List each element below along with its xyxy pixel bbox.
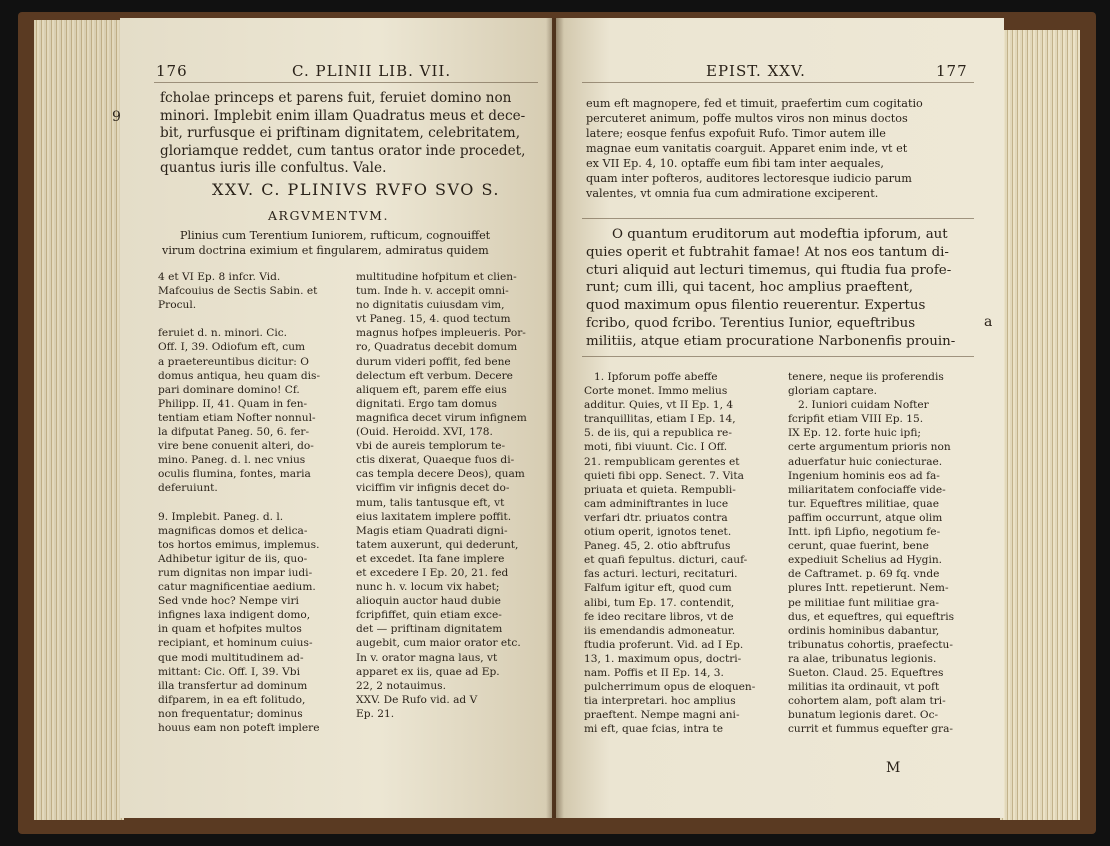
note-line: viciffim vir infignis decet do- <box>356 482 510 495</box>
note-line: Falfum igitur eft, quod cum <box>584 582 732 595</box>
note-line: alioquin auctor haud dubie <box>356 595 501 608</box>
right-running-head: EPIST. XXV. <box>706 62 806 80</box>
note-line: det — priftinam dignitatem <box>356 623 503 636</box>
note-line: infignes laxa indigent domo, <box>158 609 311 622</box>
page-edges-left <box>34 20 124 820</box>
note-line: tum. Inde h. v. accepit omni- <box>356 285 509 298</box>
note-line: Paneg. 45, 2. otio abftrufus <box>584 540 731 553</box>
signature-mark: M <box>886 760 901 776</box>
text-line: ex VII Ep. 4, 10. optaffe eum fibi tam inter aequales, <box>586 157 884 170</box>
section-rule <box>582 356 974 357</box>
note-line: et quafi fepultus. dicturi, cauf- <box>584 554 748 567</box>
text-line: percuteret animum, poffe multos viros non minus doctos <box>586 112 908 125</box>
note-line: moti, fibi viuunt. Cic. I Off. <box>584 441 728 454</box>
note-line: certe argumentum prioris non <box>788 441 951 454</box>
note-line: magnifica decet virum infignem <box>356 411 527 424</box>
note-line: 5. de iis, qui a republica re- <box>584 427 732 440</box>
text-line: quies operit et fubtrahit famae! At nos eos tantum di- <box>586 244 949 260</box>
text-line: cturi aliquid aut lecturi timemus, qui ftudia fua profe- <box>586 262 952 278</box>
book-gutter <box>546 18 564 818</box>
left-top-text <box>160 90 525 178</box>
note-line: fe ideo recitare libros, vt de <box>584 610 734 623</box>
note-line: ro, Quadratus decebit domum <box>356 341 518 354</box>
note-line: in quam et hofpites multos <box>158 623 302 636</box>
note-line: cohortem alam, poft alam tri- <box>788 695 946 708</box>
text-line: latere; eosque fenfus expofuit Rufo. Timor autem ille <box>586 127 886 140</box>
note-line: Procul. <box>158 299 197 312</box>
right-top-note <box>586 96 923 201</box>
note-line: ctis dixerat, Quaeque fuos di- <box>356 454 515 467</box>
note-line: praeftent. Nempe magni ani- <box>584 709 740 722</box>
note-line: Ep. 21. <box>356 707 395 720</box>
note-line: verfari dtr. priuatos contra <box>584 511 728 524</box>
note-line: et excedet. Ita fane implere <box>356 552 505 565</box>
section-rule <box>582 218 974 219</box>
note-line: Intt. ipfi Lipfio, negotium fe- <box>788 526 941 539</box>
text-line: gloriamque reddet, cum tantus orator inde procedet, <box>160 142 526 159</box>
note-line: durum videri poffit, fed bene <box>356 355 511 368</box>
text-line: fcribo, quod fcribo. Terentius Iunior, equeftribus <box>586 315 916 331</box>
note-line: catur magnificentiae aedium. <box>158 581 316 594</box>
note-line: fcripfiffet, quin etiam exce- <box>356 609 502 622</box>
note-line: aliquem eft, parem effe eius <box>356 383 507 396</box>
text-line: militiis, atque etiam procuratione Narbonenfis prouin- <box>586 333 956 349</box>
note-line: que modi multitudinem ad- <box>158 651 304 664</box>
text-line: fcholae princeps et parens fuit, feruiet domino non <box>160 90 512 106</box>
left-running-head: C. PLINII LIB. VII. <box>292 62 452 80</box>
note-line <box>158 312 320 326</box>
note-line: IX Ep. 12. forte huic ipfi; <box>788 427 921 440</box>
note-line: domus antiqua, heu quam dis- <box>158 369 321 382</box>
note-line: 2. Iuniori cuidam Nofter <box>798 399 929 412</box>
head-rule <box>154 82 538 83</box>
note-line: Off. I, 39. Odiofum eft, cum <box>158 341 306 354</box>
note-line: cerunt, quae fuerint, bene <box>788 540 929 553</box>
text-line: eum eft magnopere, fed et timuit, praefertim cum cogitatio <box>586 97 923 110</box>
text-line: valentes, vt omnia fua cum admiratione exciperent. <box>586 187 879 200</box>
note-line: iis emendandis admoneatur. <box>584 624 736 637</box>
note-line: recipiant, et hominum cuius- <box>158 637 313 650</box>
note-line: pulcherrimum opus de eloquen- <box>584 681 756 694</box>
argument-heading: ARGVMENTVM. <box>268 208 389 223</box>
note-line: tribunatus cohortis, praefectu- <box>788 638 953 651</box>
note-line: mum, talis tantusque eft, vt <box>356 496 505 509</box>
left-page <box>112 18 552 818</box>
text-line: runt; cum illi, qui tacent, hoc amplius praeftent, <box>586 280 913 296</box>
note-line: mi eft, quae fcias, intra te <box>584 723 724 736</box>
note-line: plures Intt. repetierunt. Nem- <box>788 582 949 595</box>
note-line: quieti fibi opp. Senect. 7. Vita <box>584 469 744 482</box>
right-note-column-1 <box>584 370 755 736</box>
text-line: quam inter pofteros, auditores lectoresque iudicio parum <box>586 172 912 185</box>
text-line: quod maximum opus filentio reuerentur. Expertus <box>586 298 926 314</box>
note-line: feruiet d. n. minori. Cic. <box>158 327 288 340</box>
note-line: gloriam captare. <box>788 385 878 398</box>
note-line: cam adminiftrantes in luce <box>584 497 729 510</box>
note-line: aduerfatur huic coniecturae. <box>788 455 943 468</box>
note-line: pari dominare domino! Cf. <box>158 383 300 396</box>
note-line: alibi, tum Ep. 17. contendit, <box>584 596 735 609</box>
note-line: augebit, cum maior orator etc. <box>356 637 521 650</box>
text-line: O quantum eruditorum aut modeftia ipforum, aut <box>612 227 948 242</box>
note-line: paffim occurrunt, atque olim <box>788 511 943 524</box>
note-line: la difputat Paneg. 50, 6. fer- <box>158 426 310 439</box>
note-line: tentiam etiam Nofter nonnul- <box>158 411 316 424</box>
right-page-number: 177 <box>936 62 968 80</box>
left-note-column-1 <box>158 270 320 735</box>
note-line: tenere, neque iis proferendis <box>788 371 944 383</box>
text-line: virum doctrina eximium et fingularem, admiratus quidem <box>162 244 489 257</box>
note-line: oculis flumina, fontes, maria <box>158 468 311 481</box>
note-line: 9. Implebit. Paneg. d. l. <box>158 510 284 523</box>
note-line: Sueton. Claud. 25. Equeftres <box>788 666 944 679</box>
note-line: otium operit, ignotos tenet. <box>584 526 732 539</box>
note-line: bunatum legionis daret. Oc- <box>788 709 939 722</box>
note-line: ordinis hominibus dabantur, <box>788 624 940 637</box>
text-line: Plinius cum Terentium Iuniorem, rufticum, cognouiffet <box>180 229 491 242</box>
note-line: Magis etiam Quadrati digni- <box>356 524 508 537</box>
note-line: eius laxitatem implere poffit. <box>356 510 512 523</box>
note-line: magnus hofpes impleueris. Por- <box>356 327 526 340</box>
note-line: 13, 1. maximum opus, doctri- <box>584 652 742 665</box>
note-line: mino. Paneg. d. l. nec vnius <box>158 454 306 467</box>
note-line: Ingenium hominis eos ad fa- <box>788 469 940 482</box>
note-line: tranquillitas, etiam I Ep. 14, <box>584 413 736 426</box>
note-line: dignitati. Ergo tam domus <box>356 397 497 410</box>
head-rule <box>582 82 974 83</box>
note-line: priuata et quieta. Rempubli- <box>584 483 736 496</box>
note-line: 22, 2 notauimus. <box>356 679 446 692</box>
note-line: nunc h. v. locum vix habet; <box>356 581 500 594</box>
note-line: fcripfit etiam VIII Ep. 15. <box>788 413 924 426</box>
note-line: multitudine hofpitum et clien- <box>356 271 517 283</box>
note-line: de Caftramet. p. 69 fq. vnde <box>788 568 940 581</box>
note-line: miliaritatem confociaffe vide- <box>788 483 946 496</box>
right-note-column-2 <box>788 370 954 736</box>
note-line: deferuiunt. <box>158 482 218 495</box>
note-line: nam. Poffis et II Ep. 14, 3. <box>584 666 724 679</box>
note-line: expediuit Schelius ad Hygin. <box>788 554 943 567</box>
note-line: houus eam non poteft implere <box>158 722 320 734</box>
note-line: tos hortos emimus, implemus. <box>158 538 320 551</box>
note-line: 4 et VI Ep. 8 infcr. Vid. <box>158 271 281 283</box>
note-line: tur. Equeftres militiae, quae <box>788 497 940 510</box>
note-line: (Ouid. Heroidd. XVI, 178. <box>356 426 493 439</box>
note-line: ftudia proferunt. Vid. ad I Ep. <box>584 638 744 651</box>
margin-number: 9 <box>112 109 121 125</box>
note-line: fas acturi. lecturi, recitaturi. <box>584 568 738 581</box>
note-line: delectum eft verbum. Decere <box>356 369 513 382</box>
note-line: ra alae, tribunatus legionis. <box>788 652 937 665</box>
note-line: XXV. De Rufo vid. ad V <box>356 693 478 706</box>
note-line: apparet ex iis, quae ad Ep. <box>356 665 500 678</box>
note-line: cas templa decere Deos), quam <box>356 468 525 481</box>
note-line: additur. Quies, vt II Ep. 1, 4 <box>584 399 734 412</box>
note-line: non frequentatur; dominus <box>158 707 303 720</box>
note-line: currit et fummus equefter gra- <box>788 723 954 736</box>
note-line: magnificas domos et delica- <box>158 524 308 537</box>
note-line: Philipp. II, 41. Quam in fen- <box>158 397 308 410</box>
note-line: rum dignitas non impar iudi- <box>158 566 313 579</box>
note-line: Sed vnde hoc? Nempe viri <box>158 595 299 608</box>
text-line: magnae eum vanitatis coarguit. Apparet enim inde, vt et <box>586 142 908 155</box>
note-line: Mafcouius de Sectis Sabin. et <box>158 285 318 298</box>
text-line: quantus iuris ille confultus. Vale. <box>160 160 387 177</box>
note-line: a praetereuntibus dicitur: O <box>158 355 309 368</box>
note-line: tia interpretari. hoc amplius <box>584 695 736 708</box>
left-page-number: 176 <box>156 62 188 80</box>
right-main-text <box>586 226 955 351</box>
note-line: vire bene conuenit alteri, do- <box>158 440 314 453</box>
text-line: bit, rurfusque ei priftinam dignitatem, celebritatem, <box>160 125 521 142</box>
note-line: no dignitatis cuiusdam vim, <box>356 299 505 312</box>
left-note-column-2 <box>356 270 527 721</box>
note-line: In v. orator magna laus, vt <box>356 651 498 664</box>
right-page <box>556 18 1004 818</box>
note-line: mittant: Cic. Off. I, 39. Vbi <box>158 665 300 678</box>
text-line: minori. Implebit enim illam Quadratus meus et dece- <box>160 107 526 124</box>
note-line: pe militiae funt militiae gra- <box>788 596 939 609</box>
note-line: vbi de aureis templorum te- <box>356 440 506 453</box>
note-line: Adhibetur igitur de iis, quo- <box>158 552 308 565</box>
letter-heading: XXV. C. PLINIVS RVFO SVO S. <box>212 180 500 199</box>
note-line: illa transfertur ad dominum <box>158 679 308 692</box>
note-line: et excedere I Ep. 20, 21. fed <box>356 566 509 579</box>
note-line: dus, et equeftres, qui equeftris <box>788 610 955 623</box>
note-line: militias ita ordinauit, vt poft <box>788 681 940 694</box>
note-line: 21. rempublicam gerentes et <box>584 455 740 468</box>
note-line: tatem auxerunt, qui dederunt, <box>356 538 519 551</box>
note-line <box>158 496 320 510</box>
note-line: difparem, in ea eft folitudo, <box>158 693 306 706</box>
page-edges-right <box>1000 30 1080 820</box>
note-line: vt Paneg. 15, 4. quod tectum <box>356 313 511 326</box>
note-line: 1. Ipforum poffe abeffe <box>594 371 718 383</box>
note-line: Corte monet. Immo melius <box>584 385 728 398</box>
argument-text <box>162 228 491 258</box>
margin-letter: a <box>984 314 993 330</box>
